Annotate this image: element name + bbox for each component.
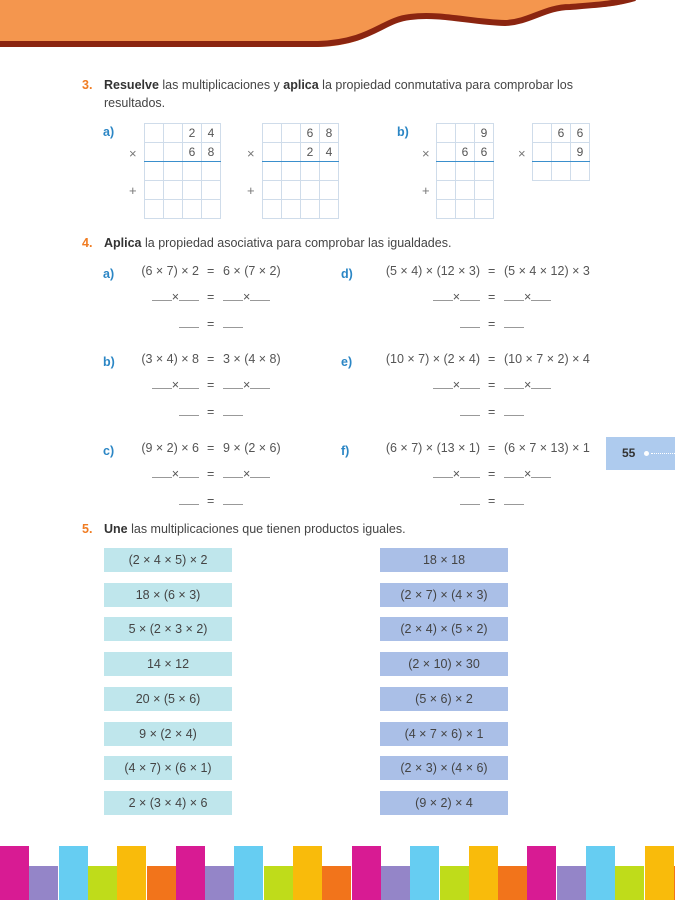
- digit-cell[interactable]: 9: [571, 143, 590, 162]
- exercise-5-instruction: Une las multiplicaciones que tienen productos iguales.: [104, 522, 406, 536]
- digit-cell[interactable]: [282, 200, 301, 219]
- page-number-tab: [606, 437, 675, 470]
- color-bar: [264, 866, 293, 900]
- digit-cell[interactable]: [145, 200, 164, 219]
- color-bar: [586, 846, 615, 900]
- digit-cell[interactable]: [145, 124, 164, 143]
- digit-cell[interactable]: [145, 181, 164, 200]
- digit-cell[interactable]: [164, 143, 183, 162]
- right-expression-box[interactable]: (2 × 4) × (5 × 2): [380, 617, 508, 641]
- color-bar: [381, 866, 410, 900]
- digit-cell[interactable]: 6: [475, 143, 494, 162]
- color-bar: [117, 846, 146, 900]
- equals-sign: =: [488, 264, 496, 278]
- equation-lhs: (6 × 7) × (13 × 1): [385, 441, 480, 455]
- right-expression-box[interactable]: (2 × 7) × (4 × 3): [380, 583, 508, 607]
- equals-sign: =: [488, 405, 496, 419]
- exercise-4-number: 4.: [82, 236, 93, 250]
- item-label: b): [103, 355, 115, 369]
- dot-icon: [644, 451, 649, 456]
- color-bar: [88, 866, 117, 900]
- digit-cell[interactable]: [456, 200, 475, 219]
- equation-lhs: (6 × 7) × 2: [141, 264, 199, 278]
- equation-lhs: (5 × 4) × (12 × 3): [385, 264, 480, 278]
- color-bar: [645, 846, 674, 900]
- exercise-4-instruction: Aplica la propiedad asociativa para comprobar las igualdades.: [104, 236, 452, 250]
- equation-rhs: 3 × (4 × 8): [223, 352, 281, 366]
- color-bar: [527, 846, 556, 900]
- item-label: e): [341, 355, 353, 369]
- digit-cell[interactable]: [183, 200, 202, 219]
- digit-cell[interactable]: [263, 162, 282, 181]
- digit-cell[interactable]: [164, 124, 183, 143]
- digit-cell[interactable]: [164, 200, 183, 219]
- equation-rhs: (5 × 4 × 12) × 3: [504, 264, 590, 278]
- digit-cell[interactable]: [475, 162, 494, 181]
- blank-product-right[interactable]: ×: [504, 290, 551, 304]
- digit-cell[interactable]: 2: [183, 124, 202, 143]
- color-bar: [234, 846, 263, 900]
- color-bar: [615, 866, 644, 900]
- left-expression-box[interactable]: 20 × (5 × 6): [104, 687, 232, 711]
- equals-sign: =: [488, 467, 496, 481]
- equation-rhs: (6 × 7 × 13) × 1: [504, 441, 590, 455]
- multiplication-grid-b2[interactable]: [532, 123, 590, 181]
- left-expression-box[interactable]: 2 × (3 × 4) × 6: [104, 791, 232, 815]
- equals-sign: =: [488, 494, 496, 508]
- blank-product-left[interactable]: ×: [433, 378, 480, 392]
- color-bar: [440, 866, 469, 900]
- color-bar: [176, 846, 205, 900]
- digit-cell[interactable]: 8: [320, 124, 339, 143]
- times-sign: ×: [422, 146, 430, 161]
- digit-cell[interactable]: [282, 181, 301, 200]
- digit-cell[interactable]: 4: [320, 143, 339, 162]
- equation-lhs: (9 × 2) × 6: [141, 441, 199, 455]
- blank-product-left[interactable]: ×: [433, 467, 480, 481]
- digit-cell[interactable]: [320, 162, 339, 181]
- blank-product-right[interactable]: ×: [223, 467, 270, 481]
- digit-cell[interactable]: [282, 143, 301, 162]
- times-sign: ×: [247, 146, 255, 161]
- equation-lhs: (10 × 7) × (2 × 4): [385, 352, 480, 366]
- digit-cell[interactable]: [533, 162, 552, 181]
- item-label: c): [103, 444, 115, 458]
- left-expression-box[interactable]: 5 × (2 × 3 × 2): [104, 617, 232, 641]
- color-bar: [0, 846, 29, 900]
- digit-cell[interactable]: [183, 181, 202, 200]
- digit-cell[interactable]: [475, 200, 494, 219]
- digit-cell[interactable]: [202, 200, 221, 219]
- plus-sign: +: [247, 183, 255, 198]
- blank-result-left[interactable]: [179, 405, 199, 419]
- exercise-3b-label: b): [397, 125, 409, 139]
- digit-cell[interactable]: [456, 181, 475, 200]
- digit-cell[interactable]: [145, 143, 164, 162]
- digit-cell[interactable]: [320, 200, 339, 219]
- digit-cell[interactable]: [301, 181, 320, 200]
- digit-cell[interactable]: [552, 162, 571, 181]
- digit-cell[interactable]: [164, 162, 183, 181]
- equals-sign: =: [207, 317, 215, 331]
- blank-result-right[interactable]: [223, 317, 243, 331]
- exercise-3a-label: a): [103, 125, 115, 139]
- plus-sign: +: [422, 183, 430, 198]
- blank-product-left[interactable]: ×: [433, 290, 480, 304]
- color-bar: [322, 866, 351, 900]
- blank-product-right[interactable]: ×: [504, 467, 551, 481]
- right-expression-box[interactable]: (2 × 10) × 30: [380, 652, 508, 676]
- equation-rhs: 9 × (2 × 6): [223, 441, 281, 455]
- left-expression-box[interactable]: 18 × (6 × 3): [104, 583, 232, 607]
- blank-result-left[interactable]: [460, 405, 480, 419]
- times-sign: ×: [129, 146, 137, 161]
- plus-sign: +: [129, 183, 137, 198]
- left-expression-box[interactable]: (4 × 7) × (6 × 1): [104, 756, 232, 780]
- digit-cell[interactable]: [475, 181, 494, 200]
- multiplication-grid-a1[interactable]: [144, 123, 221, 219]
- equals-sign: =: [488, 290, 496, 304]
- times-sign: ×: [518, 146, 526, 161]
- exercise-5-number: 5.: [82, 522, 93, 536]
- equals-sign: =: [207, 494, 215, 508]
- page-number: 55: [622, 446, 636, 460]
- color-bar: [293, 846, 322, 900]
- digit-cell[interactable]: [263, 200, 282, 219]
- digit-cell[interactable]: 6: [552, 124, 571, 143]
- digit-cell[interactable]: [301, 200, 320, 219]
- blank-product-left[interactable]: ×: [152, 290, 199, 304]
- blank-result-right[interactable]: [504, 405, 524, 419]
- multiplication-grid-a2[interactable]: [262, 123, 339, 219]
- digit-cell[interactable]: [164, 181, 183, 200]
- digit-cell[interactable]: [145, 162, 164, 181]
- equals-sign: =: [207, 264, 215, 278]
- digit-cell[interactable]: [282, 124, 301, 143]
- right-expression-box[interactable]: (5 × 6) × 2: [380, 687, 508, 711]
- color-bar: [147, 866, 176, 900]
- digit-cell[interactable]: [533, 143, 552, 162]
- blank-result-left[interactable]: [460, 494, 480, 508]
- digit-cell[interactable]: 4: [202, 124, 221, 143]
- blank-result-right[interactable]: [223, 494, 243, 508]
- digit-cell[interactable]: [263, 181, 282, 200]
- header-banner: [0, 0, 675, 60]
- right-expression-box[interactable]: (4 × 7 × 6) × 1: [380, 722, 508, 746]
- digit-cell[interactable]: [456, 162, 475, 181]
- color-bar: [352, 846, 381, 900]
- digit-cell[interactable]: [437, 181, 456, 200]
- equals-sign: =: [207, 467, 215, 481]
- digit-cell[interactable]: [202, 181, 221, 200]
- color-bar: [469, 846, 498, 900]
- equals-sign: =: [207, 405, 215, 419]
- equals-sign: =: [207, 290, 215, 304]
- digit-cell[interactable]: 2: [301, 143, 320, 162]
- equals-sign: =: [207, 378, 215, 392]
- digit-cell[interactable]: [301, 162, 320, 181]
- digit-cell[interactable]: 6: [571, 124, 590, 143]
- blank-result-left[interactable]: [179, 317, 199, 331]
- right-expression-box[interactable]: (2 × 3) × (4 × 6): [380, 756, 508, 780]
- blank-result-right[interactable]: [223, 405, 243, 419]
- digit-cell[interactable]: [282, 162, 301, 181]
- left-expression-box[interactable]: (2 × 4 × 5) × 2: [104, 548, 232, 572]
- blank-product-left[interactable]: ×: [152, 467, 199, 481]
- color-bar: [59, 846, 88, 900]
- equals-sign: =: [207, 352, 215, 366]
- digit-cell[interactable]: 6: [456, 143, 475, 162]
- digit-cell[interactable]: [571, 162, 590, 181]
- exercise-3-number: 3.: [82, 78, 93, 92]
- equals-sign: =: [207, 441, 215, 455]
- equation-rhs: (10 × 7 × 2) × 4: [504, 352, 590, 366]
- color-bar: [205, 866, 234, 900]
- digit-cell[interactable]: [437, 200, 456, 219]
- digit-cell[interactable]: 6: [183, 143, 202, 162]
- blank-product-right[interactable]: ×: [504, 378, 551, 392]
- left-expression-box[interactable]: 14 × 12: [104, 652, 232, 676]
- blank-result-right[interactable]: [504, 317, 524, 331]
- digit-cell[interactable]: [320, 181, 339, 200]
- blank-result-left[interactable]: [460, 317, 480, 331]
- digit-cell[interactable]: [437, 162, 456, 181]
- blank-result-left[interactable]: [179, 494, 199, 508]
- digit-cell[interactable]: [437, 124, 456, 143]
- exercise-3-instruction: Resuelve las multiplicaciones y aplica la propiedad conmutativa para comprobar los resultados.: [104, 78, 574, 110]
- right-expression-box[interactable]: 18 × 18: [380, 548, 508, 572]
- digit-cell[interactable]: 8: [202, 143, 221, 162]
- equals-sign: =: [488, 378, 496, 392]
- equals-sign: =: [488, 352, 496, 366]
- color-bar: [410, 846, 439, 900]
- digit-cell[interactable]: [437, 143, 456, 162]
- right-expression-box[interactable]: (9 × 2) × 4: [380, 791, 508, 815]
- blank-result-right[interactable]: [504, 494, 524, 508]
- blank-product-right[interactable]: ×: [223, 378, 270, 392]
- blank-product-right[interactable]: ×: [223, 290, 270, 304]
- digit-cell[interactable]: 6: [301, 124, 320, 143]
- dotted-line: [651, 453, 675, 454]
- digit-cell[interactable]: [183, 162, 202, 181]
- digit-cell[interactable]: [263, 143, 282, 162]
- equation-lhs: (3 × 4) × 8: [141, 352, 199, 366]
- digit-cell[interactable]: [533, 124, 552, 143]
- equation-rhs: 6 × (7 × 2): [223, 264, 281, 278]
- item-label: a): [103, 267, 115, 281]
- digit-cell[interactable]: [456, 124, 475, 143]
- blank-product-left[interactable]: ×: [152, 378, 199, 392]
- footer-color-bars: [0, 846, 675, 900]
- digit-cell[interactable]: [552, 143, 571, 162]
- color-bar: [29, 866, 58, 900]
- left-expression-box[interactable]: 9 × (2 × 4): [104, 722, 232, 746]
- color-bar: [557, 866, 586, 900]
- color-bar: [498, 866, 527, 900]
- digit-cell[interactable]: [202, 162, 221, 181]
- equals-sign: =: [488, 317, 496, 331]
- multiplication-grid-b1[interactable]: [436, 123, 494, 219]
- digit-cell[interactable]: 9: [475, 124, 494, 143]
- equals-sign: =: [488, 441, 496, 455]
- item-label: f): [341, 444, 350, 458]
- item-label: d): [341, 267, 353, 281]
- digit-cell[interactable]: [263, 124, 282, 143]
